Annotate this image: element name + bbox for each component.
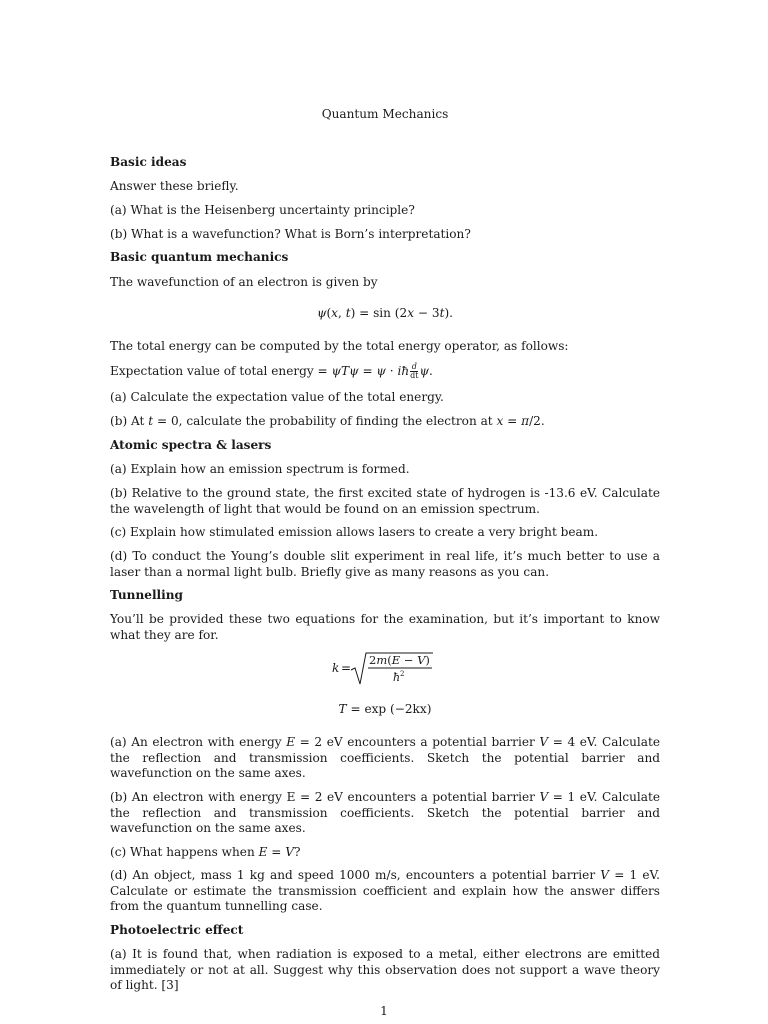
expectation-equation: Expectation value of total energy = ψTψ = ψ · iħ $\frac{d}{dt}$ ψ. (110, 362, 433, 380)
question-a: (a) It is found that, when radiation is exposed to a metal, either electrons are emitted immediately or not at all. Suggest why this observation does not support a wave theory of light. [3] (110, 947, 660, 993)
paragraph: You’ll be provided these two equations for the examination, but it’s important to know what they are for. (110, 612, 660, 642)
question-b: (b) An electron with energy E = 2 eV encounters a potential barrier V = 1 eV. Calculate the reflection and transmission coefficients. Sketch the potential barrier and wavefunction on the same axes. (110, 790, 660, 836)
question-b: (b) Relative to the ground state, the first excited state of hydrogen is -13.6 eV. Calculate the wavelength of light that would be found on an emission spectrum. (110, 486, 660, 516)
question-a: (a) An electron with energy E = 2 eV encounters a potential barrier V = 4 eV. Calculate the reflection and transmission coefficients. Sketch the potential barrier and wavefunction on the same axes. (110, 735, 660, 781)
svg-text:k: k (332, 661, 340, 675)
question-c: (c) What happens when E = V? (110, 845, 301, 859)
question-a: (a) What is the Heisenberg uncertainty principle? (110, 203, 415, 217)
question-c: (c) Explain how stimulated emission allows lasers to create a very bright beam. (110, 525, 599, 539)
svg-text:ħ: ħ (393, 671, 401, 684)
svg-text:2: 2 (400, 670, 405, 678)
page-title: Quantum Mechanics (321, 107, 449, 121)
question-d: (d) To conduct the Young’s double slit experiment in real life, it’s much better to use a laser than a normal light bulb. Briefly give as many reasons as you can. (110, 549, 660, 579)
page-number: 1 (380, 1004, 388, 1018)
question-b: (b) At t = 0, calculate the probability of finding the electron at x = π/2. (110, 414, 545, 428)
section-heading-atomic-spectra: Atomic spectra & lasers (110, 438, 272, 452)
paragraph: The wavefunction of an electron is given by (110, 275, 378, 289)
section-heading-basic-qm: Basic quantum mechanics (110, 250, 289, 264)
svg-text:2m(E − V): 2m(E − V) (369, 653, 430, 667)
k-equation (330, 650, 460, 690)
paragraph: Answer these briefly. (110, 179, 239, 193)
question-a: (a) Calculate the expectation value of the total energy. (110, 390, 444, 404)
wavefunction-equation: ψ(x, t) = sin (2x − 3t). (316, 306, 454, 320)
transmission-equation: T = exp (−2kx) (338, 702, 432, 716)
section-heading-basic-ideas: Basic ideas (110, 155, 187, 169)
paragraph: The total energy can be computed by the total energy operator, as follows: (110, 339, 569, 353)
question-b: (b) What is a wavefunction? What is Born’s interpretation? (110, 227, 471, 241)
question-d: (d) An object, mass 1 kg and speed 1000 m/s, encounters a potential barrier V = 1 eV. Calculate or estimate the transmission coefficient and explain how the answer differs from the quantum tunnelling case. (110, 868, 660, 914)
section-heading-tunnelling: Tunnelling (110, 588, 183, 602)
question-a: (a) Explain how an emission spectrum is formed. (110, 462, 410, 476)
section-heading-photoelectric: Photoelectric effect (110, 923, 244, 937)
svg-text:=: = (341, 661, 352, 675)
